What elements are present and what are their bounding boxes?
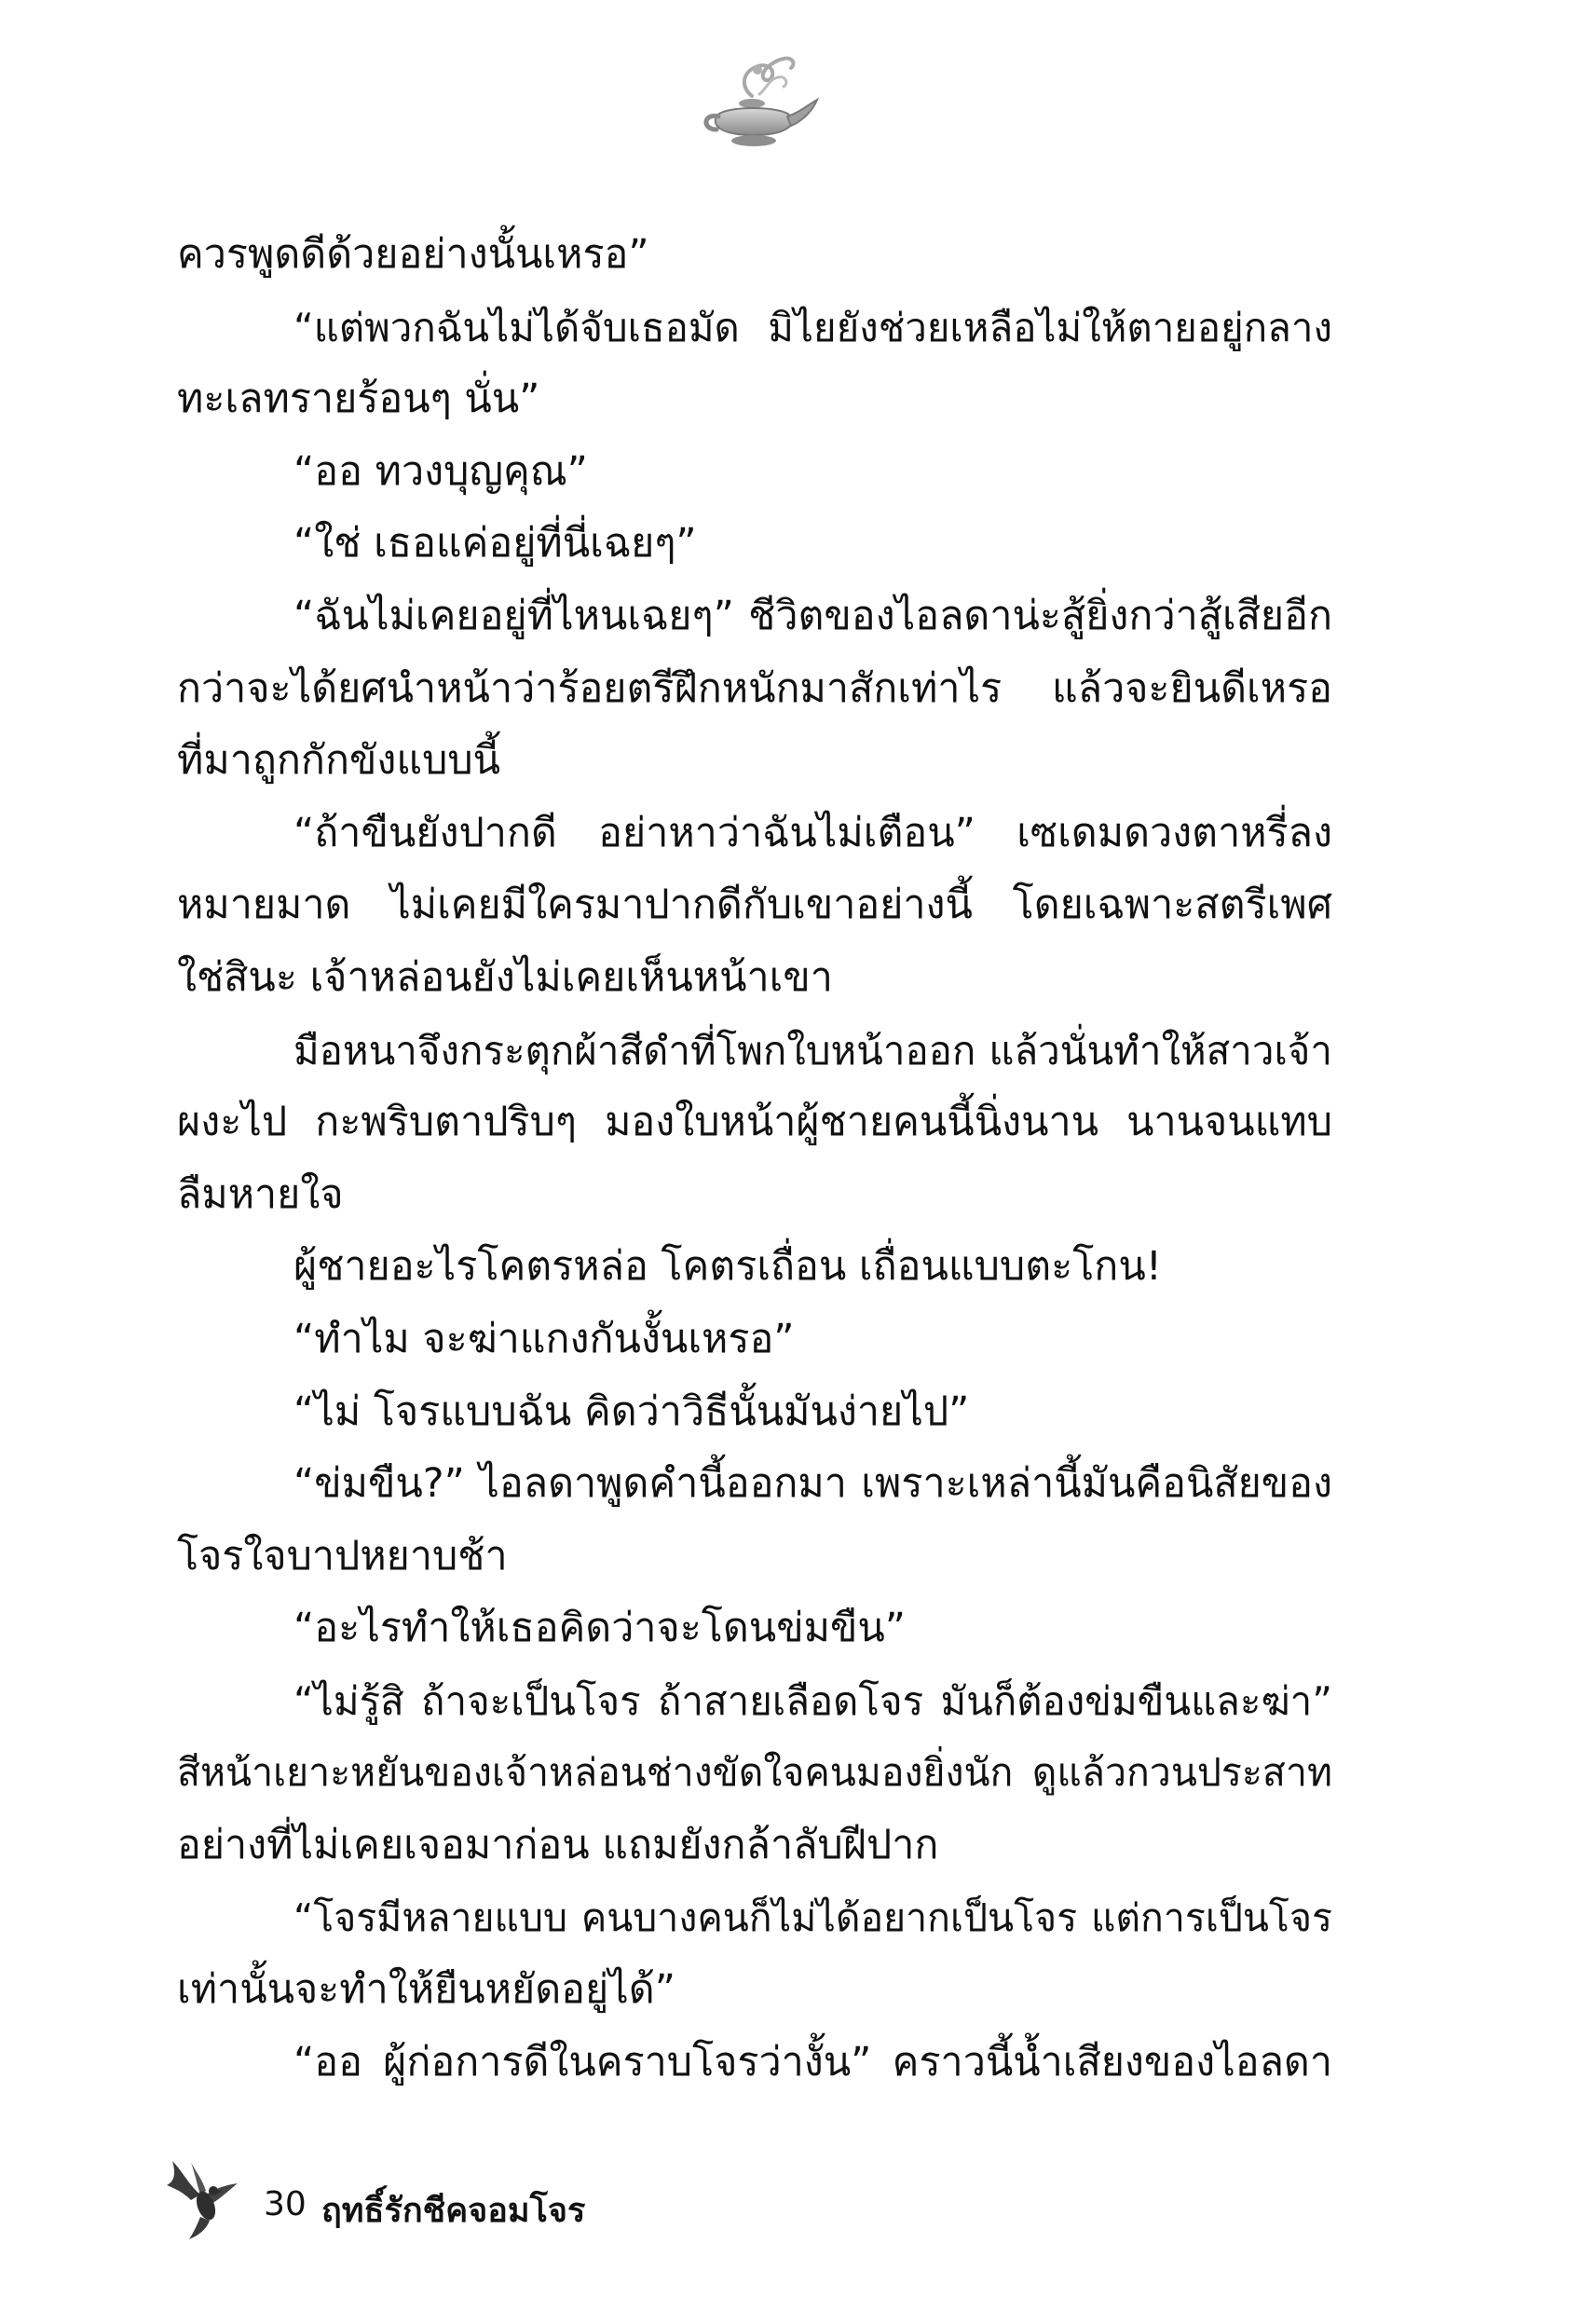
eagle-icon [163,2157,242,2241]
text-line: “ถ้าขืนยังปากดี อย่าหาว่าฉันไม่เตือน” เซเดมดวงตาหรี่ลง [293,809,1332,856]
text-line: “ข่มขืน?” ไอลดาพูดคำนี้ออกมา เพราะเหล่านี้มันคือนิสัยของ [293,1460,1332,1508]
text-line: ทะเลทรายร้อนๆ นั่น” [177,376,540,423]
text-line: “ไม่ โจรแบบฉัน คิดว่าวิธีนั้นมันง่ายไป” [293,1388,970,1435]
text-line: ผงะไป กะพริบตาปริบๆ มองใบหน้าผู้ชายคนนี้นิ่งนาน นานจนแทบ [177,1099,1332,1146]
text-line: สีหน้าเยาะหยันของเจ้าหล่อนช่างขัดใจคนมองยิ่งนัก ดูแล้วกวนประสาท [177,1750,1332,1796]
body-text [177,219,1332,2099]
text-line: “ใช่ เธอแค่อยู่ที่นี่เฉยๆ” [293,520,697,567]
text-line: “ฉันไม่เคยอยู่ที่ไหนเฉยๆ” ชีวิตของไอลดาน่ะสู้ยิ่งกว่าสู้เสียอีก [293,592,1332,639]
text-line: “ออ ผู้ก่อการดีในคราบโจรว่างั้น” คราวนี้น้ำเสียงของไอลดา [293,2038,1332,2085]
text-line: เท่านั้นจะทำให้ยืนหยัดอยู่ได้” [177,1966,676,2014]
text-line: ผู้ชายอะไรโคตรหล่อ โคตรเถื่อน เถื่อนแบบตะโกน! [293,1243,1162,1291]
text-line: กว่าจะได้ยศนำหน้าว่าร้อยตรีฝึกหนักมาสักเท่าไร แล้วจะยินดีเหรอ [177,664,1332,712]
text-line: อย่างที่ไม่เคยเจอมาก่อน แถมยังกล้าลับฝีปาก [177,1822,939,1869]
text-line: หมายมาด ไม่เคยมีใครมาปากดีกับเขาอย่างนี้ โดยเฉพาะสตรีเพศ [177,882,1332,929]
text-line: ควรพูดดีด้วยอย่างนั้นเหรอ” [177,231,649,278]
text-line: “อะไรทำให้เธอคิดว่าจะโดนข่มขืน” [293,1605,907,1652]
book-title: ฤทธิ์รักชีคจอมโจร [321,2192,586,2230]
text-line: ที่มาถูกกักขังแบบนี้ [177,737,501,785]
text-line: “ทำไม จะฆ่าแกงกันงั้นเหรอ” [293,1315,795,1362]
text-line: “ออ ทวงบุญคุณ” [293,447,588,495]
text-line: “โจรมีหลายแบบ คนบางคนก็ไม่ได้อยากเป็นโจร แต่การเป็นโจร [293,1894,1332,1940]
text-line: มือหนาจึงกระตุกผ้าสีดำที่โพกใบหน้าออก แล้วนั่นทำให้สาวเจ้า [293,1027,1332,1073]
text-line: โจรใจบาปหยาบช้า [177,1532,508,1579]
text-line: ใช่สินะ เจ้าหล่อนยังไม่เคยเห็นหน้าเขา [177,953,833,1001]
text-line: “ไม่รู้สิ ถ้าจะเป็นโจร ถ้าสายเลือดโจร มันก็ต้องข่มขืนและฆ่า” [293,1677,1332,1724]
page-footer [163,2157,722,2250]
text-line: “แต่พวกฉันไม่ได้จับเธอมัด มิไยยังช่วยเหลือไม่ให้ตายอยู่กลาง [293,304,1332,350]
text-line: ลืมหายใจ [177,1170,344,1218]
page-number: 30 [264,2185,307,2223]
genie-lamp-ornament-icon [694,51,825,154]
